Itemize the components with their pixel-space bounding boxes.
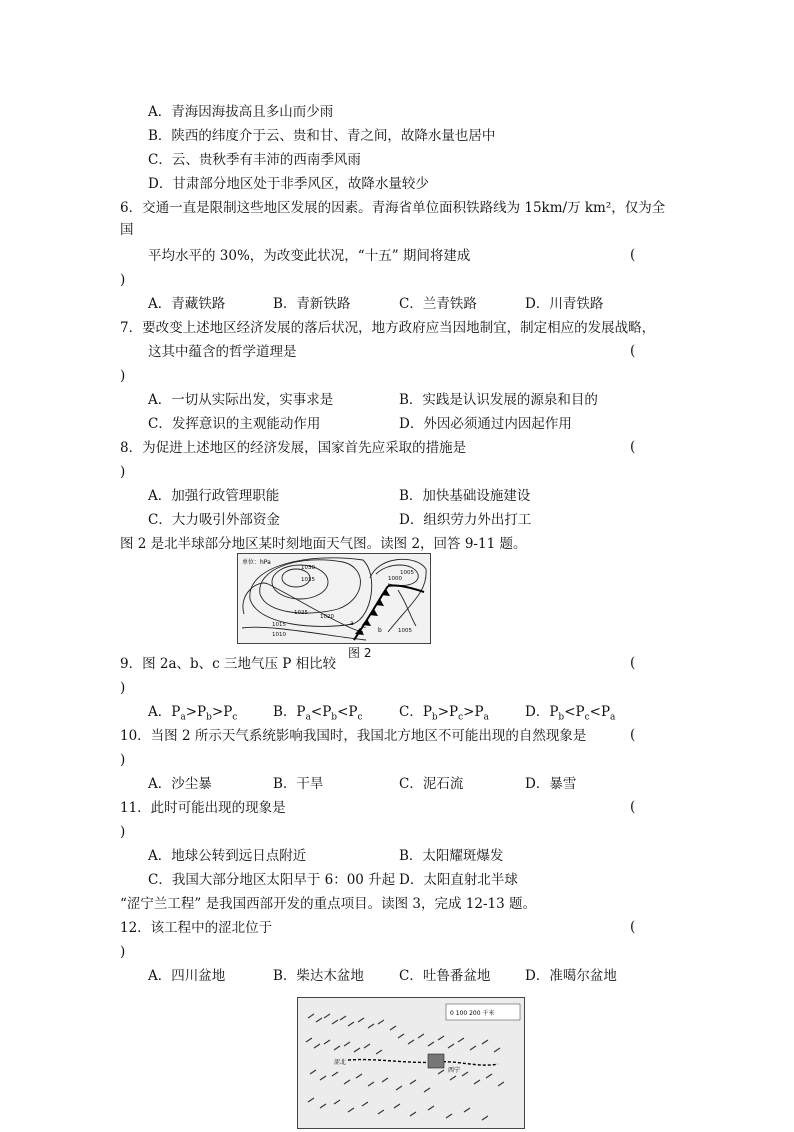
- q10-answer-paren-open: (: [630, 727, 636, 743]
- q9-answer-paren-close: ): [120, 680, 126, 696]
- weather-map-unit-label: 单位：hPa: [242, 559, 271, 566]
- q8-option-b: B．加快基础设施建设: [399, 488, 531, 504]
- cold-front-triangles: [355, 589, 390, 635]
- q8-stem: 8．为促进上述地区的经济发展，国家首先应采取的措施是: [120, 440, 467, 456]
- q7-option-a: A．一切从实际出发，实事求是: [148, 392, 334, 408]
- q6-option-d: D．川青铁路: [525, 296, 604, 312]
- isobar-label-1030: 1030: [301, 565, 315, 571]
- q9-option-d: [525, 703, 615, 727]
- pipeline-map-figure: [297, 997, 525, 1129]
- isobar-label-1005-top: 1005: [400, 570, 414, 576]
- isobar-label-1005-bottom: 1005: [398, 628, 412, 634]
- q10-answer-paren-close: ): [120, 752, 126, 768]
- q9a-text3: >P: [211, 704, 233, 720]
- q6-option-a: A．青藏铁路: [148, 296, 226, 312]
- q8-option-a: A．加强行政管理职能: [148, 488, 280, 504]
- q7-answer-paren-close: ): [120, 368, 126, 384]
- weather-map-svg: [238, 554, 430, 643]
- fig2-caption: 图 2: [348, 646, 372, 660]
- q5-option-d: D．甘肃部分地区处于非季风区，故降水量较少: [148, 176, 429, 192]
- fig3-intro: “涩宁兰工程” 是我国西部开发的重点项目。读图 3，完成 12-13 题。: [120, 896, 536, 912]
- q12-answer-paren-close: ): [120, 944, 126, 960]
- isobar-label-1020: 1020: [320, 614, 334, 620]
- q6-answer-paren-close: ): [120, 272, 126, 288]
- q12-stem: 12．该工程中的涩北位于: [120, 920, 273, 936]
- q9b-text3: <P: [337, 704, 358, 720]
- q9a-text1: A．P: [148, 704, 181, 720]
- q9d-sub2: c: [584, 712, 590, 723]
- q9-option-c: [399, 703, 489, 727]
- isobar-1015: [243, 583, 363, 632]
- q8-answer-paren-close: ): [120, 464, 126, 480]
- isobar-label-1035: 1035: [301, 577, 315, 583]
- map-scale-label: 0 100 200 千米: [450, 1010, 495, 1017]
- isobar-label-1015: 1015: [272, 622, 286, 628]
- isobar-1030: [272, 565, 328, 599]
- q12-answer-paren-open: (: [630, 919, 636, 935]
- isobar-low-outer: [370, 559, 426, 632]
- q9d-text1: D．P: [525, 704, 559, 720]
- q9-stem: 9．图 2a、b、c 三地气压 P 相比较: [120, 656, 337, 672]
- lake-marker: [428, 1054, 444, 1068]
- q6-option-c: C．兰青铁路: [399, 296, 477, 312]
- q9b-sub2: b: [331, 712, 338, 723]
- q5-option-b: B．陕西的纬度介于云、贵和甘、青之间，故降水量也居中: [148, 128, 496, 144]
- q6-stem-line2: 国: [120, 222, 134, 238]
- q9c-sub3: a: [483, 712, 489, 723]
- q11-option-d: D．太阳直射北半球: [399, 872, 518, 888]
- point-a-label: a: [350, 620, 354, 627]
- q12-option-b: B．柴达木盆地: [273, 968, 364, 984]
- q5-option-a: A．青海因海拔高且多山而少雨: [148, 104, 334, 120]
- q9a-sub3: c: [232, 712, 238, 723]
- pipeline-route: [348, 1060, 498, 1066]
- mountain-hatching: [306, 1014, 504, 1120]
- q9d-text2: <P: [564, 704, 585, 720]
- q9-answer-paren-open: (: [630, 655, 636, 671]
- q9d-sub1: b: [558, 712, 565, 723]
- q9b-sub1: a: [305, 712, 311, 723]
- q9a-sub1: a: [180, 712, 186, 723]
- q9c-sub2: c: [458, 712, 464, 723]
- q10-option-b: B．干旱: [273, 776, 324, 792]
- isobar-right: [398, 590, 416, 626]
- q9b-text2: <P: [310, 704, 332, 720]
- q7-stem-line1: 7．要改变上述地区经济发展的落后状况，地方政府应当因地制宜，制定相应的发展战略，: [120, 320, 656, 336]
- q9d-sub3: a: [610, 712, 616, 723]
- q9a-sub2: b: [206, 712, 212, 723]
- isobar-label-1010: 1010: [272, 632, 286, 638]
- q9c-text2: >P: [437, 704, 459, 720]
- q6-answer-paren-open: (: [630, 247, 636, 263]
- map-place-a-label: 涩北: [334, 1059, 347, 1066]
- q10-option-d: D．暴雪: [525, 776, 577, 792]
- q6-stem-line1: 6．交通一直是限制这些地区发展的因素。青海省单位面积铁路线为 15km/万 km²，仅为全: [120, 200, 666, 216]
- q11-option-c: C．我国大部分地区太阳早于 6：00 升起: [148, 872, 396, 888]
- q9c-text3: >P: [463, 704, 484, 720]
- q8-option-c: C．大力吸引外部资金: [148, 512, 280, 528]
- map-place-b-label: 西宁: [448, 1067, 461, 1074]
- q7-option-b: B．实践是认识发展的源泉和目的: [399, 392, 598, 408]
- warm-front-line: [388, 585, 424, 592]
- q6-stem-line3: 平均水平的 30%，为改变此状况，“十五” 期间将建成: [148, 248, 471, 264]
- q9-option-a: [148, 703, 237, 727]
- q9b-text1: B．P: [273, 704, 306, 720]
- fig2-intro: 图 2 是北半球部分地区某时刻地面天气图。读图 2，回答 9-11 题。: [120, 536, 527, 552]
- q11-option-a: A．地球公转到远日点附近: [148, 848, 307, 864]
- point-c-label: c: [363, 623, 367, 630]
- q12-option-c: C．吐鲁番盆地: [399, 968, 491, 984]
- q11-option-b: B．太阳耀斑爆发: [399, 848, 504, 864]
- point-b-label: b: [378, 627, 382, 634]
- q10-stem: 10．当图 2 所示天气系统影响我国时，我国北方地区不可能出现的自然现象是: [120, 728, 587, 744]
- q11-answer-paren-close: ): [120, 824, 126, 840]
- q6-option-b: B．青新铁路: [273, 296, 351, 312]
- q8-option-d: D．组织劳力外出打工: [399, 512, 532, 528]
- weather-map-figure: [237, 553, 431, 644]
- q9c-text1: C．P: [399, 704, 432, 720]
- q8-answer-paren-open: (: [630, 439, 636, 455]
- q9a-text2: >P: [185, 704, 207, 720]
- pipeline-map-svg: [298, 998, 524, 1128]
- q7-option-d: D．外因必须通过内因起作用: [399, 416, 572, 432]
- q5-option-c: C．云、贵秋季有丰沛的西南季风雨: [148, 152, 361, 168]
- q7-answer-paren-open: (: [630, 343, 636, 359]
- q12-option-a: A．四川盆地: [148, 968, 226, 984]
- q9b-sub3: c: [357, 712, 363, 723]
- q7-option-c: C．发挥意识的主观能动作用: [148, 416, 321, 432]
- isobar-label-1000: 1000: [388, 576, 402, 582]
- isobar-1010: [242, 627, 366, 640]
- isobar-label-1025: 1025: [294, 610, 308, 616]
- q11-stem: 11．此时可能出现的现象是: [120, 800, 286, 816]
- q9d-text3: <P: [589, 704, 611, 720]
- q12-option-d: D．准噶尔盆地: [525, 968, 617, 984]
- q9-option-b: [273, 703, 363, 727]
- q7-stem-line2: 这其中蕴含的哲学道理是: [148, 344, 297, 360]
- q10-option-a: A．沙尘暴: [148, 776, 212, 792]
- q10-option-c: C．泥石流: [399, 776, 464, 792]
- q11-answer-paren-open: (: [630, 799, 636, 815]
- q9c-sub1: b: [431, 712, 438, 723]
